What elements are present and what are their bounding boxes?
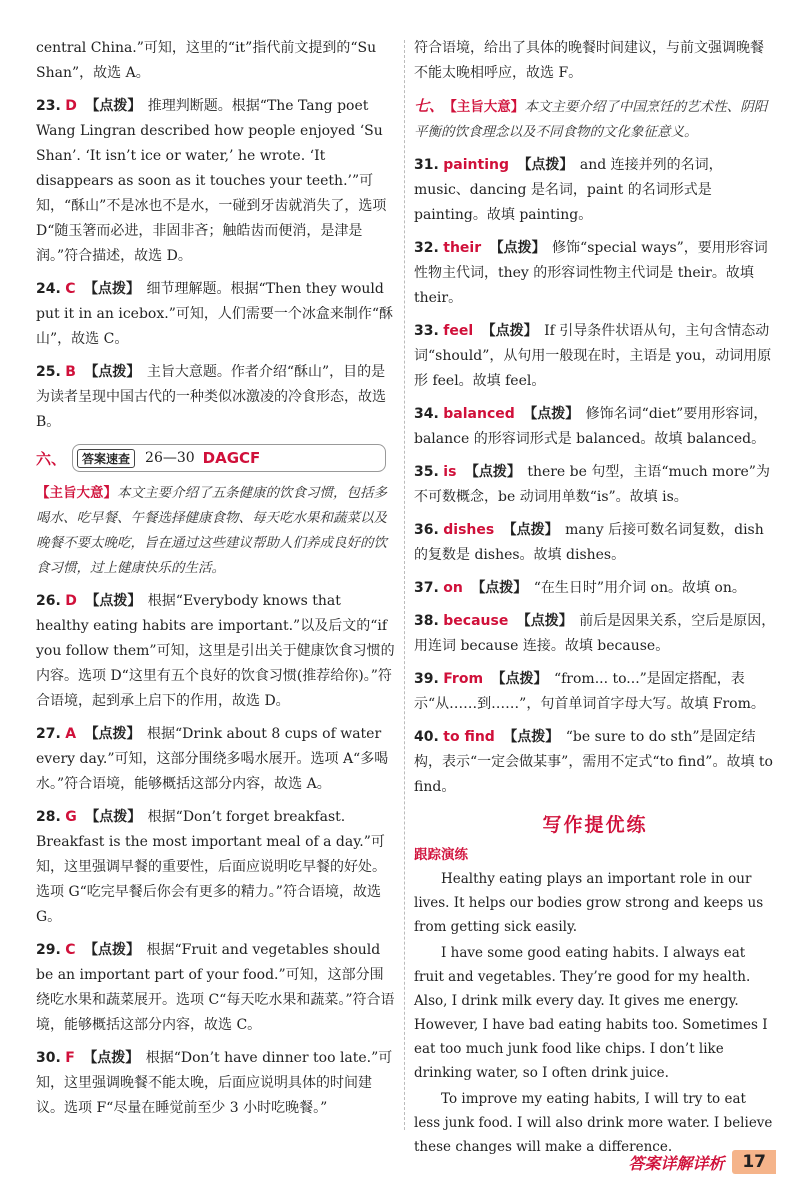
answer-item: 36. dishes 【点拨】 many 后接可数名词复数，dish 的复数是 dishes。故填 dishes。 (414, 522, 764, 563)
explanation: “在生日时”用介词 on。故填 on。 (533, 580, 746, 596)
answer-word: dishes (443, 522, 495, 538)
answer-word: From (443, 671, 484, 687)
explanation: 根据“Drink about 8 cups of water every day.”可知，这部分围绕多喝水展开。选项 A“多喝水。”符合语境，能够概括这部分内容，故选 A。 (36, 726, 389, 792)
continuation-text: central China.”可知，这里的“it”指代前文提到的“Su Shan”，故选 A。 (36, 40, 377, 81)
section-seven-main-idea: 七、 【主旨大意】本文主要介绍了中国烹饪的艺术性、阴阳平衡的饮食理念以及不同食物的文化象征意义。 (414, 97, 768, 140)
answer-word: painting (443, 157, 509, 173)
answer-item: 32. their 【点拨】 修饰“special ways”，要用形容词性物主代词，they 的形容词性物主代词是 their。故填 their。 (414, 240, 768, 306)
answer-word: on (443, 580, 463, 596)
quick-answers: DAGCF (202, 449, 261, 467)
answer-word: balanced (443, 406, 515, 422)
column-divider (404, 40, 405, 1130)
explanation: 推理判断题。根据“The Tang poet Wang Lingran described how people enjoyed ‘Su Shan’. ‘It isn’t ice or water,’ he wrote. ‘It disappears as soon as it touches your teeth.’”可知，“酥山”不是冰也不是水，一碰到牙齿就消失了，选项 D“随玉箸而必进，非固非吝；触皓齿而便消，是津是润。”符合描述，故选 D。 (36, 98, 387, 264)
footer-title: 答案详解详析 (628, 1153, 725, 1173)
answer-item: 31. painting 【点拨】 and 连接并列的名词，music、dancing 是名词，paint 的名词形式是 painting。故填 painting。 (414, 157, 723, 223)
writing-section-title: 写作提优练 (542, 814, 648, 836)
left-column (36, 36, 396, 1129)
answer-item: 26. D 【点拨】 根据“Everybody knows that healthy eating habits are important.”以及后文的“if you follow them”可知，这里是引出关于健康饮食习惯的内容。选项 D“这里有五个良好的饮食习惯(推荐给你)。”符合语境，起到承上启下的作用，故选 D。 (36, 593, 395, 709)
essay-paragraph: I have some good eating habits. I always eat fruit and vegetables. They’re good for my health. Also, I drink milk every day. It gives me energy. However, I have bad eating habits too. Sometimes I eat too much junk food like chips. I don’t like drinking water, so I often drink juice. (414, 945, 768, 1081)
answer-word: feel (443, 323, 474, 339)
explanation: 根据“Everybody knows that healthy eating habits are important.”以及后文的“if you follow them”可知，这里是引出关于健康饮食习惯的内容。选项 D“这里有五个良好的饮食习惯(推荐给你)。”符合语境，起到承上启下的作用，故选 D。 (36, 593, 395, 709)
answer-item: 37. on 【点拨】 “在生日时”用介词 on。故填 on。 (414, 580, 746, 596)
answer-letter: C (65, 942, 76, 958)
continuation-text: 符合语境，给出了具体的晚餐时间建议，与前文强调晚餐不能太晚相呼应，故选 F。 (414, 40, 764, 81)
answer-item: 24. C 【点拨】 细节理解题。根据“Then they would put it in an icebox.”可知，人们需要一个冰盒来制作“酥山”，故选 C。 (36, 281, 394, 347)
answer-item: 35. is 【点拨】 there be 句型，主语“much more”为不可数概念，be 动词用单数“is”。故填 is。 (414, 464, 770, 505)
explanation: 根据“Fruit and vegetables should be an important part of your food.”可知，这部分围绕吃水果和蔬菜展开。选项 C“每天吃水果和蔬菜。”符合语境，能够概括这部分内容，故选 C。 (36, 942, 395, 1033)
explanation: “be sure to do sth”是固定结构，表示“一定会做某事”，需用不定式“to find”。故填 to find。 (414, 729, 773, 795)
answer-item: 27. A 【点拨】 根据“Drink about 8 cups of water every day.”可知，这部分围绕多喝水展开。选项 A“多喝水。”符合语境，能够概括这部分内容，故选 A。 (36, 726, 389, 792)
answer-item: 23. D 【点拨】 推理判断题。根据“The Tang poet Wang Lingran described how people enjoyed ‘Su Shan’. ‘It isn’t ice or water,’ he wrote. ‘It disappears as soon as it touches your teeth.’”可知，“酥山”不是冰也不是水，一碰到牙齿就消失了，选项 D“随玉箸而必进，非固非吝；触皓齿而便消，是津是润。”符合描述，故选 D。 (36, 98, 387, 264)
answer-letter: D (65, 98, 77, 114)
explanation: “from... to...”是固定搭配，表示“从……到……”，句首单词首字母大写。故填 From。 (414, 671, 765, 712)
writing-subtitle: 跟踪演练 (414, 847, 468, 863)
answer-item: 33. feel 【点拨】 If 引导条件状语从句，主句含情态动词“should”，从句用一般现在时，主语是 you，动词用原形 feel。故填 feel。 (414, 323, 772, 389)
page-footer (628, 1150, 776, 1174)
explanation: many 后接可数名词复数，dish 的复数是 dishes。故填 dishes。 (414, 522, 764, 563)
answer-item: 29. C 【点拨】 根据“Fruit and vegetables should be an important part of your food.”可知，这部分围绕吃水果和蔬菜展开。选项 C“每天吃水果和蔬菜。”符合语境，能够概括这部分内容，故选 C。 (36, 942, 395, 1033)
answer-item: 25. B 【点拨】 主旨大意题。作者介绍“酥山”，目的是为读者呈现中国古代的一种类似冰激凌的冷食形态，故选 B。 (36, 364, 386, 430)
essay-paragraph: Healthy eating plays an important role in our lives. It helps our bodies grow strong and keeps us from getting sick easily. (414, 871, 764, 935)
answer-item: 38. because 【点拨】 前后是因果关系，空后是原因，用连词 because 连接。故填 because。 (414, 613, 776, 654)
explanation: 根据“Don’t forget breakfast. Breakfast is the most important meal of a day.”可知，这里强调早餐的重要性，后面应说明吃早餐的好处。选项 G“吃完早餐后你会有更多的精力。”符合语境，故选 G。 (36, 809, 386, 925)
quick-answer-box: 答案速查 26—30 DAGCF (72, 444, 386, 472)
explanation: 主旨大意题。作者介绍“酥山”，目的是为读者呈现中国古代的一种类似冰激凌的冷食形态，故选 B。 (36, 364, 386, 430)
answer-item: 39. From 【点拨】 “from... to...”是固定搭配，表示“从……到……”，句首单词首字母大写。故填 From。 (414, 671, 765, 712)
answer-word: to find (443, 729, 495, 745)
explanation: there be 句型，主语“much more”为不可数概念，be 动词用单数“is”。故填 is。 (414, 464, 770, 505)
explanation: If 引导条件状语从句，主句含情态动词“should”，从句用一般现在时，主语是 you，动词用原形 feel。故填 feel。 (414, 323, 772, 389)
answer-word: is (443, 464, 457, 480)
answer-letter: A (65, 726, 77, 742)
answer-word: because (443, 613, 509, 629)
answer-item: 40. to find 【点拨】 “be sure to do sth”是固定结构，表示“一定会做某事”，需用不定式“to find”。故填 to find。 (414, 729, 773, 795)
answer-item: 28. G 【点拨】 根据“Don’t forget breakfast. Breakfast is the most important meal of a day.”可知，这里强调早餐的重要性，后面应说明吃早餐的好处。选项 G“吃完早餐后你会有更多的精力。”符合语境，故选 G。 (36, 809, 386, 925)
answer-letter: B (65, 364, 76, 380)
answer-letter: D (65, 593, 77, 609)
main-idea: 【主旨大意】本文主要介绍了五条健康的饮食习惯，包括多喝水、吃早餐、午餐选择健康食物、每天吃水果和蔬菜以及晚餐不要太晚吃，旨在通过这些建议帮助人们养成良好的饮食习惯，过上健康快乐的生活。 (36, 485, 387, 576)
essay-paragraph: To improve my eating habits, I will try to eat less junk food. I will also drink more water. I believe these changes will make a difference. (414, 1091, 773, 1155)
explanation: 修饰名词“diet”要用形容词，balance 的形容词形式是 balanced。故填 balanced。 (414, 406, 768, 447)
answer-letter: G (65, 809, 77, 825)
explanation: 前后是因果关系，空后是原因，用连词 because 连接。故填 because。 (414, 613, 776, 654)
answer-word: their (443, 240, 482, 256)
answer-letter: C (65, 281, 76, 297)
quick-answer-label: 答案速查 (77, 449, 135, 468)
section-six-header: 六、 答案速查 26—30 DAGCF (36, 443, 396, 473)
answer-item: 30. F 【点拨】 根据“Don’t have dinner too late.”可知，这里强调晚餐不能太晚，后面应说明具体的时间建议。选项 F“尽量在睡觉前至少 3 小时吃晚餐。” (36, 1050, 393, 1116)
answer-letter: F (65, 1050, 75, 1066)
answer-item: 34. balanced 【点拨】 修饰名词“diet”要用形容词，balance 的形容词形式是 balanced。故填 balanced。 (414, 406, 768, 447)
page-number: 17 (732, 1150, 776, 1174)
explanation: 修饰“special ways”，要用形容词性物主代词，they 的形容词性物主代词是 their。故填 their。 (414, 240, 768, 306)
explanation: 根据“Don’t have dinner too late.”可知，这里强调晚餐不能太晚，后面应说明具体的时间建议。选项 F“尽量在睡觉前至少 3 小时吃晚餐。” (36, 1050, 393, 1116)
explanation: 细节理解题。根据“Then they would put it in an icebox.”可知，人们需要一个冰盒来制作“酥山”，故选 C。 (36, 281, 394, 347)
sample-essay (414, 867, 776, 1159)
right-column (414, 36, 776, 1161)
explanation: and 连接并列的名词，music、dancing 是名词，paint 的名词形式是 painting。故填 painting。 (414, 157, 723, 223)
